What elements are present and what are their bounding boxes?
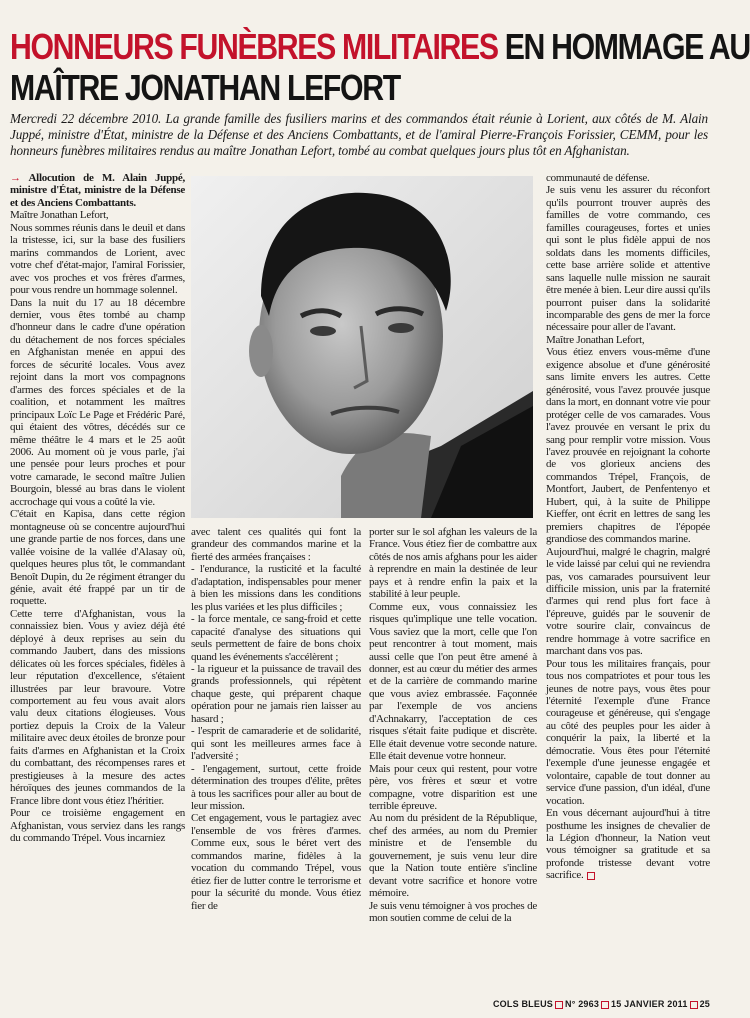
paragraph: - la rigueur et la puissance de travail des grands professionnels, qui répètent chaque geste, qui préparent chaque opération pour ne jamais rien laisser au hasard ; <box>191 662 361 725</box>
portrait-image <box>191 176 533 518</box>
right-arrow-icon: → <box>10 172 21 184</box>
paragraph: porter sur le sol afghan les valeurs de la France. Vous étiez fier de combattre aux côtés de nos amis afghans pour les aider à reprendre en main la destinée de leur pays et à rendre enfin la paix et la stabilité à leur peuple. <box>369 526 537 601</box>
square-separator-icon <box>555 1001 563 1009</box>
paragraph: Dans la nuit du 17 au 18 décembre dernier, vous êtes tombé au champ d'honneur dans le cadre d'une opération du détachement de nos forces spéciales en Afghanistan menée en appui des forces de sécurité locales. Vous avez rejoint dans la mort vos compagnons d'armes des forces spéciales et de la coalition, et notamment les maîtres principaux Loïc Le Page et Frédéric Paré, qui étaient des vôtres, décédés sur ce même théâtre le 4 mars et le 25 août 2006. Au moment où je vous parle, j'ai une pensée pour leurs proches et pour votre camarade, le second maître Julien Bourgoin, blessé au bras dans le violent accrochage qui vous a coûté la vie. <box>10 296 185 508</box>
article-lead: Mercredi 22 décembre 2010. La grande famille des fusiliers marins et des commandos était réunie à Lorient, aux côtés de M. Alain Juppé, ministre d'État, ministre de la Défense et des Anciens Combattants, et de l'amiral Pierre-François Forissier, CEMM, pour les honneurs funèbres militaires rendus au maître Jonathan Lefort, tombé au combat quelques jours plus tôt en Afghanistan. <box>10 111 708 158</box>
paragraph: Cette terre d'Afghanistan, vous la connaissiez bien. Vous y aviez déjà été déployé à deux reprises au sein du commando Jaubert, dans des missions délicates où les forces spéciales, fidèles à leur réputation d'excellence, s'étaient illustrées par leur bravoure. Votre comportement au feu vous avait alors valu deux citations élogieuses. Vous portiez depuis la Croix de la Valeur militaire avec deux étoiles de bronze pour faits d'armes en Afghanistan et la Croix du combattant, des récompenses rares et prestigieuses à la mesure des actes héroïques des jeunes commandos de la France libre dont vous étiez l'héritier. <box>10 607 185 807</box>
title-line2: MAÎTRE JONATHAN LEFORT <box>10 67 400 109</box>
column-1 <box>10 172 185 1002</box>
article-title <box>10 26 750 109</box>
paragraph: - l'endurance, la rusticité et la faculté d'adaptation, indispensables pour mener à bien les missions dans les conditions les plus variées et les plus difficiles ; <box>191 563 361 613</box>
paragraph: Aujourd'hui, malgré le chagrin, malgré le vide laissé par celui qui ne reviendra pas, vos camarades poursuivent leur difficile mission, unis par la fraternité d'armes qui rend plus fort face à l'épreuve, guidés par le souvenir de votre sourire clair, convaincus de rendre hommage à votre sacrifice en marchant dans vos pas. <box>546 545 710 658</box>
footer-issue: N° 2963 <box>565 999 600 1009</box>
page-footer <box>493 999 710 1009</box>
paragraph: Mais pour ceux qui restent, pour votre père, vos frères et sœur et votre compagne, votre disparition est une terrible épreuve. <box>369 762 537 812</box>
column-2 <box>191 526 361 1002</box>
paragraph: - l'engagement, surtout, cette froide détermination des troupes d'élite, prêtes à tous les sacrifices pour aller au bout de leur mission. <box>191 762 361 812</box>
paragraph <box>546 807 710 882</box>
paragraph: - la force mentale, ce sang-froid et cette capacité d'analyse des situations qui seuls permettent de faire de bons choix quand les événements s'accélèrent ; <box>191 613 361 663</box>
square-separator-icon <box>690 1001 698 1009</box>
portrait-photo <box>191 176 533 518</box>
paragraph: Je suis venu témoigner à vos proches de mon soutien comme de celui de la <box>369 899 537 925</box>
paragraph: Je suis venu les assurer du réconfort qu'ils pourront trouver auprès des familles de votre commando, ces familles courageuses, fortes et unies qui sont le plus fidèle appui de nos soldats dans les moments difficiles, cette base arrière solide et attentive sans laquelle nulle mission ne saurait être menée à bien. Leur dire aussi qu'ils pourront puiser dans la solidarité incomparable des gens de mer la force nécessaire pour aller de l'avant. <box>546 184 710 334</box>
paragraph: avec talent ces qualités qui font la grandeur des commandos marine et la fierté des armées françaises : <box>191 526 361 563</box>
page-number: 25 <box>699 999 710 1009</box>
square-end-icon <box>587 872 595 880</box>
paragraph: Cet engagement, vous le partagiez avec l'ensemble de vos frères d'armes. Comme eux, sous le béret vert des commandos marine, fidèles à la vocation du commando Trépel, vous étiez fier de lutter contre le terrorisme et pour la sécurité du monde. Vous étiez fier de <box>191 812 361 912</box>
paragraph: Comme eux, vous connaissiez les risques qu'implique une telle vocation. Vous saviez que la mort, celle que l'on peut rencontrer à tout moment, mais aussi celle que l'on peut être amené à donner, est au cœur du métier des armes et de la carrière de commando marine que vous aviez embrassée. Façonnée par l'exemple de vos anciens d'Achnakarry, l'acceptation de ces risques s'était faite pudique et discrète. Elle était devenue votre seconde nature. Elle était devenue votre honneur. <box>369 600 537 763</box>
paragraph-text: En vous décernant aujourd'hui à titre posthume les insignes de chevalier de la Légion d'honneur, la Nation veut vous témoigner sa gratitude et sa profonde tristesse devant votre sacrifice. <box>546 807 710 882</box>
allocution-heading <box>10 172 185 209</box>
paragraph: Au nom du président de la République, chef des armées, au nom du Premier ministre et de l'ensemble du gouvernement, je suis venu leur dire que la Nation toute entière s'incline devant votre sacrifice et honore votre mémoire. <box>369 812 537 900</box>
paragraph: Maître Jonathan Lefort, <box>10 209 109 222</box>
column-3 <box>369 526 537 1002</box>
column-4 <box>546 172 710 1002</box>
footer-publication: COLS BLEUS <box>492 999 553 1009</box>
paragraph: Pour ce troisième engagement en Afghanistan, vous serviez dans les rangs du commando Trépel. Vous incarniez <box>10 807 185 845</box>
paragraph: Pour tous les militaires français, pour tous nos compatriotes et pour tous les jeunes de notre pays, vous êtes pour l'éternité l'exemple d'une France courageuse et généreuse, qui s'engage au côté des peuples pour les aider à conquérir la paix, la liberté et la démocratie. Vous êtes pour l'éternité l'exemple d'une jeunesse engagée et volontaire, capable de tout donner au service d'une passion, d'un idéal, d'une vocation. <box>546 657 710 807</box>
paragraph: C'était en Kapisa, dans cette région montagneuse où se concentre aujourd'hui une grande partie de nos forces, dans une vallée voisine de la vallée d'Alasay où, quelques heures plus tôt, le commandant Benoît Dupin, du 2e régiment étranger du génie, avait été frappé par un tir de roquette. <box>10 508 185 608</box>
title-black-part: EN HOMMAGE AU <box>497 26 750 68</box>
paragraph: Nous sommes réunis dans le deuil et dans la tristesse, ici, sur la base des fusiliers marins commandos de Lorient, avec votre chef d'état-major, l'amiral Forissier, avec vos proches et vos frères d'armes, pour vous rendre un hommage solennel. <box>10 221 185 297</box>
square-separator-icon <box>601 1001 609 1009</box>
allocution-text: Allocution de M. Alain Juppé, ministre d'État, ministre de la Défense et des Anciens Combattants. <box>10 172 185 209</box>
title-red-part: HONNEURS FUNÈBRES MILITAIRES <box>10 26 498 68</box>
footer-date: 15 JANVIER 2011 <box>611 999 688 1009</box>
paragraph: Vous étiez envers vous-même d'une exigence absolue et d'une générosité sans limite envers les autres. Cette générosité, vous l'avez prouvée jusque dans la mort, en donnant votre vie pour protéger celle de vos camarades. Vous l'avez prouvée en versant le prix du sang pour remplir votre mission. Vous l'avez prouvée en rejoignant la cohorte de vos glorieux anciens des commandos Trépel, François, de Montfort, Jaubert, de Penfentenyo et Hubert, qui, à la suite de Philippe Kieffer, ont écrit en lettres de sang les premiers chapitres de l'épopée grandiose des commandos marine. <box>546 346 710 546</box>
paragraph: - l'esprit de camaraderie et de solidarité, qui sont les meilleures armes face à l'adversité ; <box>191 725 361 763</box>
paragraph: Maître Jonathan Lefort, <box>546 333 645 346</box>
paragraph: communauté de défense. <box>546 172 650 184</box>
